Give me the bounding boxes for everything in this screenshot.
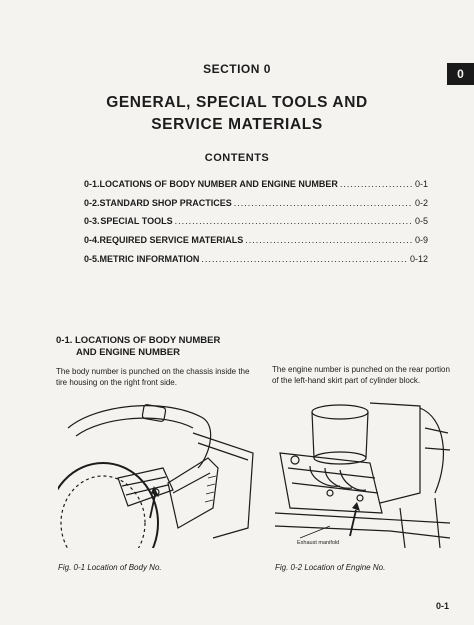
- toc-item-number: 0-5.: [84, 254, 100, 264]
- section-heading: [56, 335, 220, 359]
- page-title-line2: SERVICE MATERIALS: [151, 116, 323, 133]
- exhaust-manifold-callout: Exhaust manifold: [297, 540, 340, 546]
- toc-leader-dots: [245, 235, 413, 245]
- toc-item-number: 0-1.: [84, 179, 100, 189]
- section-label: SECTION 0: [203, 62, 271, 76]
- toc-item-label: REQUIRED SERVICE MATERIALS: [99, 235, 244, 245]
- contents-heading: CONTENTS: [204, 152, 270, 164]
- engine-number-illustration: [270, 398, 456, 548]
- figure-caption-1: Fig. 0-1 Location of Body No.: [58, 563, 162, 572]
- toc-leader-dots: [201, 254, 408, 264]
- toc-item-label: LOCATIONS OF BODY NUMBER AND ENGINE NUMBER: [99, 179, 338, 189]
- toc-item-label: STANDARD SHOP PRACTICES: [99, 198, 232, 208]
- toc-item-number: 0-4.: [84, 235, 100, 245]
- section-tab: 0: [447, 63, 474, 85]
- toc-item-page: 0-9: [414, 235, 428, 245]
- section-heading-line1: 0-1. LOCATIONS OF BODY NUMBER: [56, 335, 221, 346]
- toc-item[interactable]: [84, 198, 428, 208]
- toc-item-label: METRIC INFORMATION: [99, 254, 200, 264]
- toc-item-number: 0-3.: [84, 216, 100, 226]
- figure-caption-2: Fig. 0-2 Location of Engine No.: [275, 563, 386, 572]
- toc-item[interactable]: [84, 254, 428, 264]
- page-number: 0-1: [436, 601, 450, 611]
- toc-item[interactable]: [84, 216, 428, 226]
- toc-leader-dots: [175, 216, 413, 226]
- toc-item-page: 0-1: [414, 179, 428, 189]
- toc-item-page: 0-2: [414, 198, 428, 208]
- toc-item-number: 0-2.: [84, 198, 100, 208]
- section-heading-line2: AND ENGINE NUMBER: [76, 347, 180, 358]
- toc-item-page: 0-5: [414, 216, 428, 226]
- toc-leader-dots: [234, 198, 413, 208]
- toc-item-page: 0-12: [409, 254, 428, 264]
- engine-number-text: The engine number is punched on the rear portion of the left-hand skirt part of cylinder block.: [272, 365, 450, 385]
- page-title-line1: GENERAL, SPECIAL TOOLS AND: [106, 94, 368, 111]
- toc-leader-dots: [340, 179, 413, 189]
- body-number-illustration: [58, 398, 254, 548]
- body-number-text: The body number is punched on the chassis inside the tire housing on the right front side.: [56, 367, 250, 387]
- toc-item-label: SPECIAL TOOLS: [100, 216, 173, 226]
- toc-item[interactable]: [84, 179, 428, 189]
- toc-item[interactable]: [84, 235, 428, 245]
